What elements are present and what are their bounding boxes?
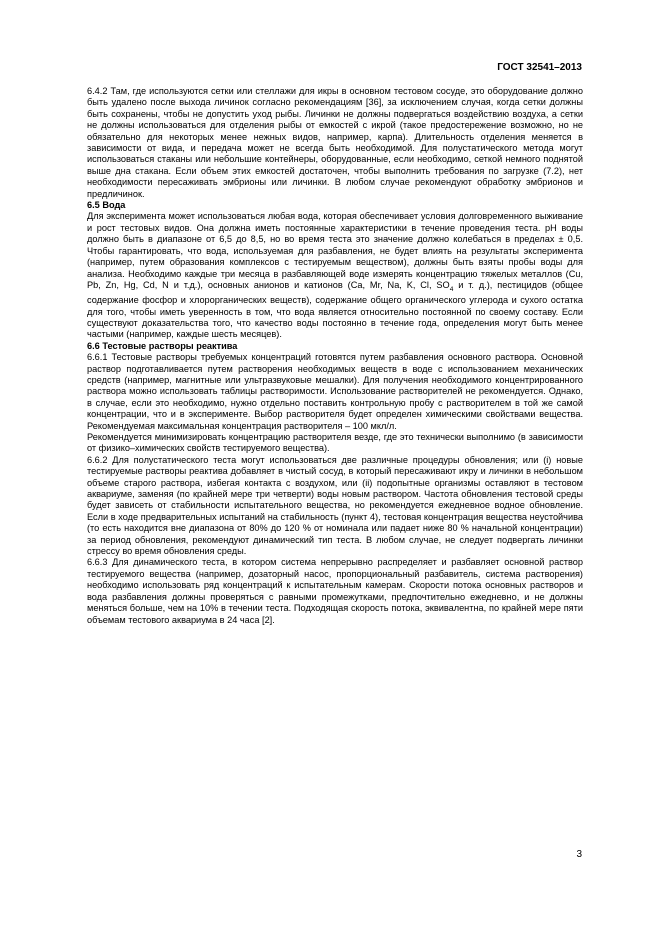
sulfate-subscript: 4 bbox=[449, 285, 454, 293]
standard-code-header: ГОСТ 32541–2013 bbox=[497, 62, 582, 73]
paragraph-6-4-2: 6.4.2 Там, где используются сетки или стеллажи для икры в основном тестовом сосуде, это оборудование должно быть удалено после выхода личинок согласно рекомендациям [36], за исключением случая, когда сетки должны быть сохранены, чтобы не допустить уход рыбы. Личинки не должны подвергаться воздействию воздуха, а сетки не должны использоваться для отделения рыбы от емкостей с икрой (такое предостережение возможно, но не обязательно для некоторых менее нежных видов, например, карпа). Длительность отделения меняется в зависимости от вида, и передача может не всегда быть необходимой. Для полустатического метода могут использоваться стаканы или небольшие контейнеры, оборудованные, если необходимо, сеткой немного поднятой выше дна стакана. Если объем этих емкостей достаточен, чтобы выполнить требования по загрузке (7.2), нет необходимости пересаживать эмбрионы или личинки. В любом случае рекомендуют обработку эмбрионов и предличинок. bbox=[87, 86, 583, 199]
paragraph-6-5-part-2: и т. д.), пестицидов (общее содержание фосфор и хлорорганических веществ), содержание общего органического углерода и сухого остатка для того, чтобы иметь уверенность в том, что вода является относительно постоянной по своему составу. Если существуют доказательства того, что качество воды постоянно в течение года, определения могут быть менее частыми (например, каждые шесть месяцев). bbox=[87, 279, 583, 340]
paragraph-6-5-part-1: Для эксперимента может использоваться любая вода, которая обеспечивает условия долговременного выживание и рост тестовых видов. Она должна иметь постоянные характеристики в течение проведения теста. pH воды должно быть в диапазоне от 6,5 до 8,5, но во время теста это значение должно колебаться в пределах ± 0,5. Чтобы гарантировать, что вода, используемая для разбавления, не будет влиять на результаты эксперимента (например, путем образования комплексов с тестируемым веществом), должны быть взяты пробы воды для анализа. Необходимо каждые три месяца в разбавляющей воде измерять концентрацию тяжелых металлов (Cu, Pb, Zn, Hg, Cd, N и т.д.), основных анионов и катионов (Ca, Mr, Na, K, Cl, SO bbox=[87, 211, 583, 290]
page-number: 3 bbox=[576, 849, 582, 860]
paragraph-6-6-1: 6.6.1 Тестовые растворы требуемых концентраций готовятся путем разбавления основного раствора. Основной раствор подготавливается путем растворения необходимых веществ в воде с использованием механических средств (например, магнитные или ультразвуковые мешалки). Для получения необходимого концентрированного раствора можно использовать таблицы растворимости. Использование растворителей не рекомендуется. Однако, в случае, если это необходимо, нужно отдельно поставить контрольную пробу с растворителем в той же самой концентрации, что и в эксперименте. Выбор растворителя будет определен химическими свойствами вещества. Рекомендуемая максимальная концентрация растворителя – 100 мкл/л. bbox=[87, 352, 583, 431]
paragraph-6-5 bbox=[87, 211, 583, 340]
paragraph-6-6-2: 6.6.2 Для полустатического теста могут использоваться две различные процедуры обновления; или (i) новые тестируемые растворы реактива добавляет в чистый сосуд, в который пересаживают икру и личинки в небольшом объеме старого раствора, избегая контакта с воздухом, или (ii) подопытные организмы оставляют в тестовом аквариуме, заменяя (по крайней мере три четверти) воды новым раствором. Частота обновления тестовой среды будет зависеть от стабильности испытательного вещества, но рекомендуется ежедневное водное обновление. Если в ходе предварительных испытаний на стабильность (пункт 4), тестовая концентрация вещества неустойчива (то есть находится вне диапазона от 80% до 120 % от номинала или падает ниже 80 % начальной концентрации) за период обновления, рекомендуют динамический тип теста. В любом случае, не следует подвергать личинки стрессу во время обновления среды. bbox=[87, 454, 583, 557]
document-body bbox=[87, 86, 583, 626]
heading-6-5: 6.5 Вода bbox=[87, 200, 126, 211]
paragraph-solvent-recommendation: Рекомендуется минимизировать концентрацию растворителя везде, где это технически выполнимо (в зависимости от физико–химических свойств тестируемого вещества). bbox=[87, 432, 583, 454]
heading-6-6: 6.6 Тестовые растворы реактива bbox=[87, 340, 238, 351]
paragraph-6-6-3: 6.6.3 Для динамического теста, в котором система непрерывно распределяет и разбавляет основной раствор тестируемого вещества (например, дозаторный насос, пропорциональный разбавитель, система растворения) необходимо использовать ряд концентраций к испытательным камерам. Скорости потока основных растворов и вода разбавления должны проверяться с равными промежутками, предпочтительно ежедневно, и не должны меняться больше, чем на 10% в течении теста. Подходящая скорость потока, эквивалентна, по крайней мере пяти объемам тестового аквариума в 24 часа [2]. bbox=[87, 557, 583, 625]
